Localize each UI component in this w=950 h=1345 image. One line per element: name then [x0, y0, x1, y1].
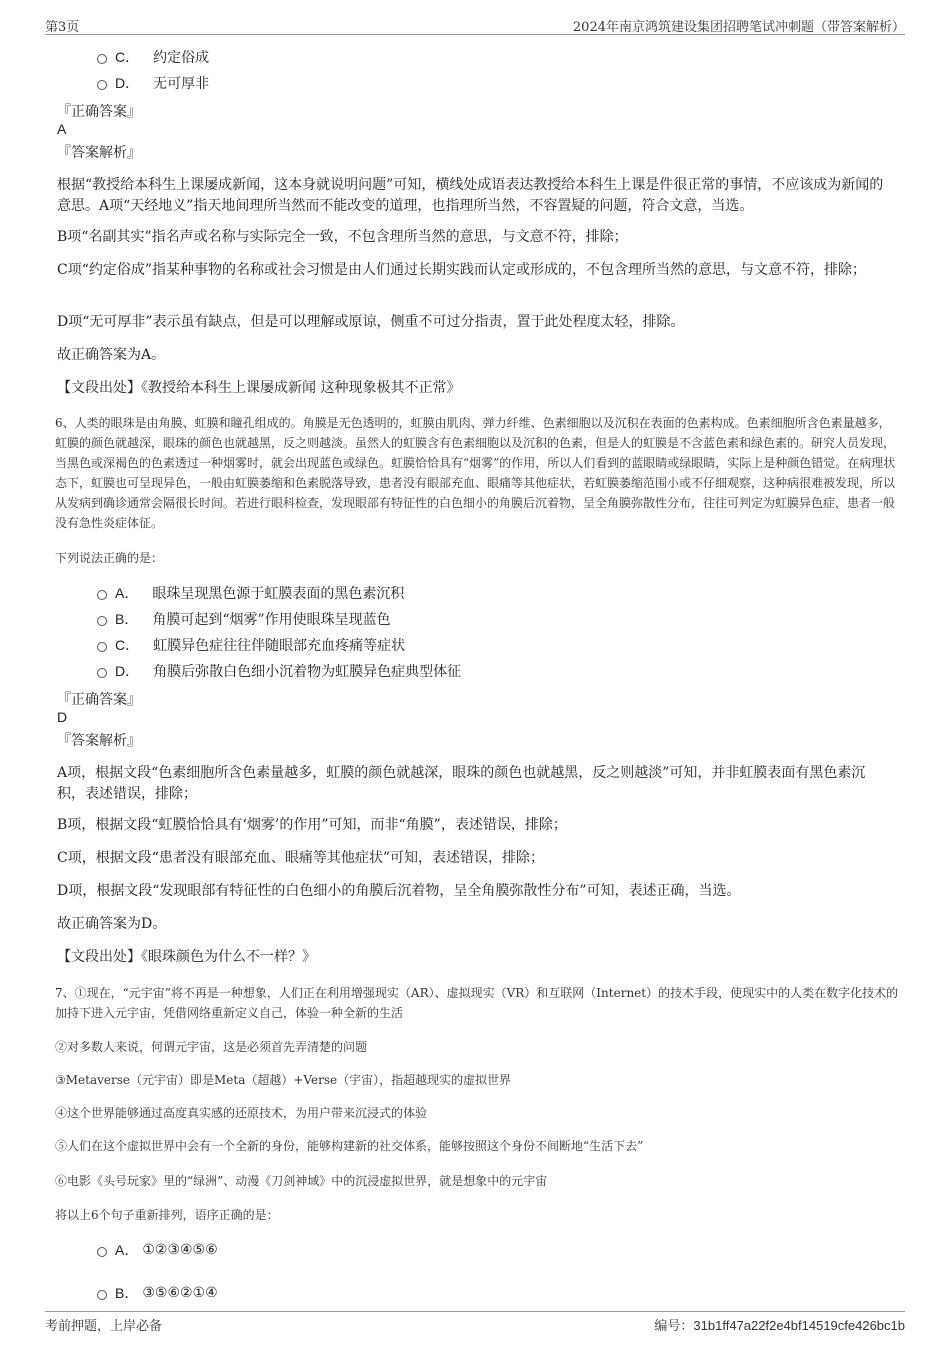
- footer-slogan: 考前押题，上岸必备: [45, 1319, 163, 1334]
- q6-analysis-para: D项，根据文段“发现眼部有特征性的白色细小的角膜后沉着物，呈全角膜弥散性分布”可知，表述正确，当选。: [57, 883, 741, 899]
- q6-option-a[interactable]: A． 眼珠呈现黑色源于虹膜表面的黑色素沉积: [97, 583, 404, 603]
- radio-icon[interactable]: [97, 668, 107, 678]
- radio-icon[interactable]: [97, 590, 107, 600]
- q7-option-b[interactable]: B． ③⑤⑥②①④: [97, 1283, 218, 1303]
- q6-answer: D: [57, 709, 68, 725]
- q7-stem: 7、①现在，“元宇宙”将不再是一种想象，人们正在利用增强现实（AR）、虚拟现实（VR）和互联网（Internet）的技术手段，使现实中的人类在数字化技术的加持下进入元宇宙，凭借网络重新定义自己，体验一种全新的生活: [55, 986, 899, 1020]
- q7-sentence: ④这个世界能够通过高度真实感的还原技术，为用户带来沉浸式的体验: [55, 1106, 428, 1120]
- q6-conclusion: 故正确答案为D。: [57, 916, 167, 932]
- q6-analysis-para: A项，根据文段“色素细胞所含色素量越多，虹膜的颜色就越深，眼珠的颜色也就越黑，反之则越淡”可知，并非虹膜表面有黑色素沉积，表述错误，排除；: [57, 765, 866, 802]
- q5-conclusion: 故正确答案为A。: [57, 347, 166, 363]
- q5-option-c[interactable]: C． 约定俗成: [97, 47, 209, 67]
- q6-answer-label: 『正确答案』: [57, 692, 141, 708]
- q5-analysis-para: B项“名副其实”指名声或名称与实际完全一致，不包含理所当然的意思，与文意不符，排除；: [57, 229, 628, 245]
- q6-source: 【文段出处】《眼珠颜色为什么不一样？》: [57, 949, 316, 965]
- radio-icon[interactable]: [97, 1290, 107, 1300]
- page-footer: [45, 1311, 905, 1334]
- radio-icon[interactable]: [97, 1247, 107, 1257]
- q6-analysis-para: C项，根据文段“患者没有眼部充血、眼痛等其他症状”可知，表述错误，排除；: [57, 850, 545, 866]
- document-title: 2024年南京鸿筑建设集团招聘笔试冲刺题（带答案解析）: [572, 20, 905, 35]
- q7-sentence: ⑥电影《头号玩家》里的“绿洲”、动漫《刀剑神域》中的沉浸虚拟世界，就是想象中的元宇宙: [55, 1174, 548, 1188]
- page-number: 第3页: [45, 20, 80, 35]
- q6-option-d[interactable]: D． 角膜后弥散白色细小沉着物为虹膜异色症典型体征: [97, 661, 461, 681]
- page-header: [45, 14, 905, 35]
- document-id: 编号：31b1ff47a22f2e4bf14519cfe426bc1b: [654, 1318, 905, 1333]
- q7-sentence: ②对多数人来说，何谓元宇宙，这是必须首先弄清楚的问题: [55, 1040, 368, 1054]
- q5-analysis-para: D项“无可厚非”表示虽有缺点，但是可以理解或原谅，侧重不可过分指责，置于此处程度太轻，排除。: [57, 314, 685, 330]
- q5-option-d[interactable]: D． 无可厚非: [97, 73, 209, 93]
- q5-answer: A: [57, 121, 67, 137]
- q6-analysis-label: 『答案解析』: [57, 733, 141, 749]
- q7-question: 将以上6个句子重新排列，语序正确的是：: [55, 1208, 279, 1222]
- q6-option-c[interactable]: C． 虹膜异色症往往伴随眼部充血疼痛等症状: [97, 635, 405, 655]
- radio-icon[interactable]: [97, 80, 107, 90]
- radio-icon[interactable]: [97, 54, 107, 64]
- q5-source: 【文段出处】《教授给本科生上课屡成新闻 这种现象极其不正常》: [57, 380, 461, 396]
- q5-answer-label: 『正确答案』: [57, 104, 141, 120]
- q5-analysis-para: C项“约定俗成”指某种事物的名称或社会习惯是由人们通过长期实践而认定或形成的，不包含理所当然的意思，与文意不符，排除；: [57, 262, 867, 278]
- q6-question: 下列说法正确的是：: [55, 551, 164, 565]
- q6-stem: 6、人类的眼珠是由角膜、虹膜和瞳孔组成的。角膜是无色透明的，虹膜由肌肉、弹力纤维、色素细胞以及沉积在表面的色素构成。色素细胞所含色素量越多，虹膜的颜色就越深，眼珠的颜色也就越黑，反之则越淡。虽然人的虹膜含有色素细胞以及沉积的色素，但是人的虹膜是不含蓝色素和绿色素的。研究人员发现，当黑色或深褐色的色素透过一种烟雾时，就会出现蓝色或绿色。虹膜恰恰具有“烟雾”的作用，所以人们看到的蓝眼睛或绿眼睛，实际上是种颜色错觉。在病理状态下，虹膜也可呈现异色，一般由虹膜萎缩和色素脱落导致，患者没有眼部充血、眼痛等其他症状，若虹膜萎缩范围小或不仔细观察，这种病很难被发现，所以从发病到确诊通常会隔很长时间。若进行眼科检查，发现眼部有特征性的白色细小的角膜后沉着物，呈全角膜弥散性分布，往往可判定为虹膜异色症，患者一般没有急性炎症体征。: [55, 416, 896, 530]
- q6-option-b[interactable]: B． 角膜可起到“烟雾”作用使眼珠呈现蓝色: [97, 609, 391, 629]
- radio-icon[interactable]: [97, 642, 107, 652]
- q7-option-a[interactable]: A． ①②③④⑤⑥: [97, 1240, 218, 1260]
- q5-analysis-label: 『答案解析』: [57, 145, 141, 161]
- radio-icon[interactable]: [97, 616, 107, 626]
- q7-sentence: ③Metaverse（元宇宙）即是Meta（超越）+Verse（宇宙），指超越现实的虚拟世界: [55, 1073, 512, 1087]
- q6-analysis-para: B项，根据文段“虹膜恰恰具有‘烟雾’的作用”可知，而非“角膜”，表述错误，排除；: [57, 817, 567, 833]
- q7-sentence: ⑤人们在这个虚拟世界中会有一个全新的身份，能够构建新的社交体系，能够按照这个身份不间断地“生活下去”: [55, 1139, 644, 1153]
- q5-analysis-para: 根据“教授给本科生上课屡成新闻，这本身就说明问题”可知，横线处成语表达教授给本科生上课是件很正常的事情，不应该成为新闻的意思。A项“天经地义”指天地间理所当然而不能改变的道理，也指理所当然，不容置疑的问题，符合文意，当选。: [57, 177, 884, 214]
